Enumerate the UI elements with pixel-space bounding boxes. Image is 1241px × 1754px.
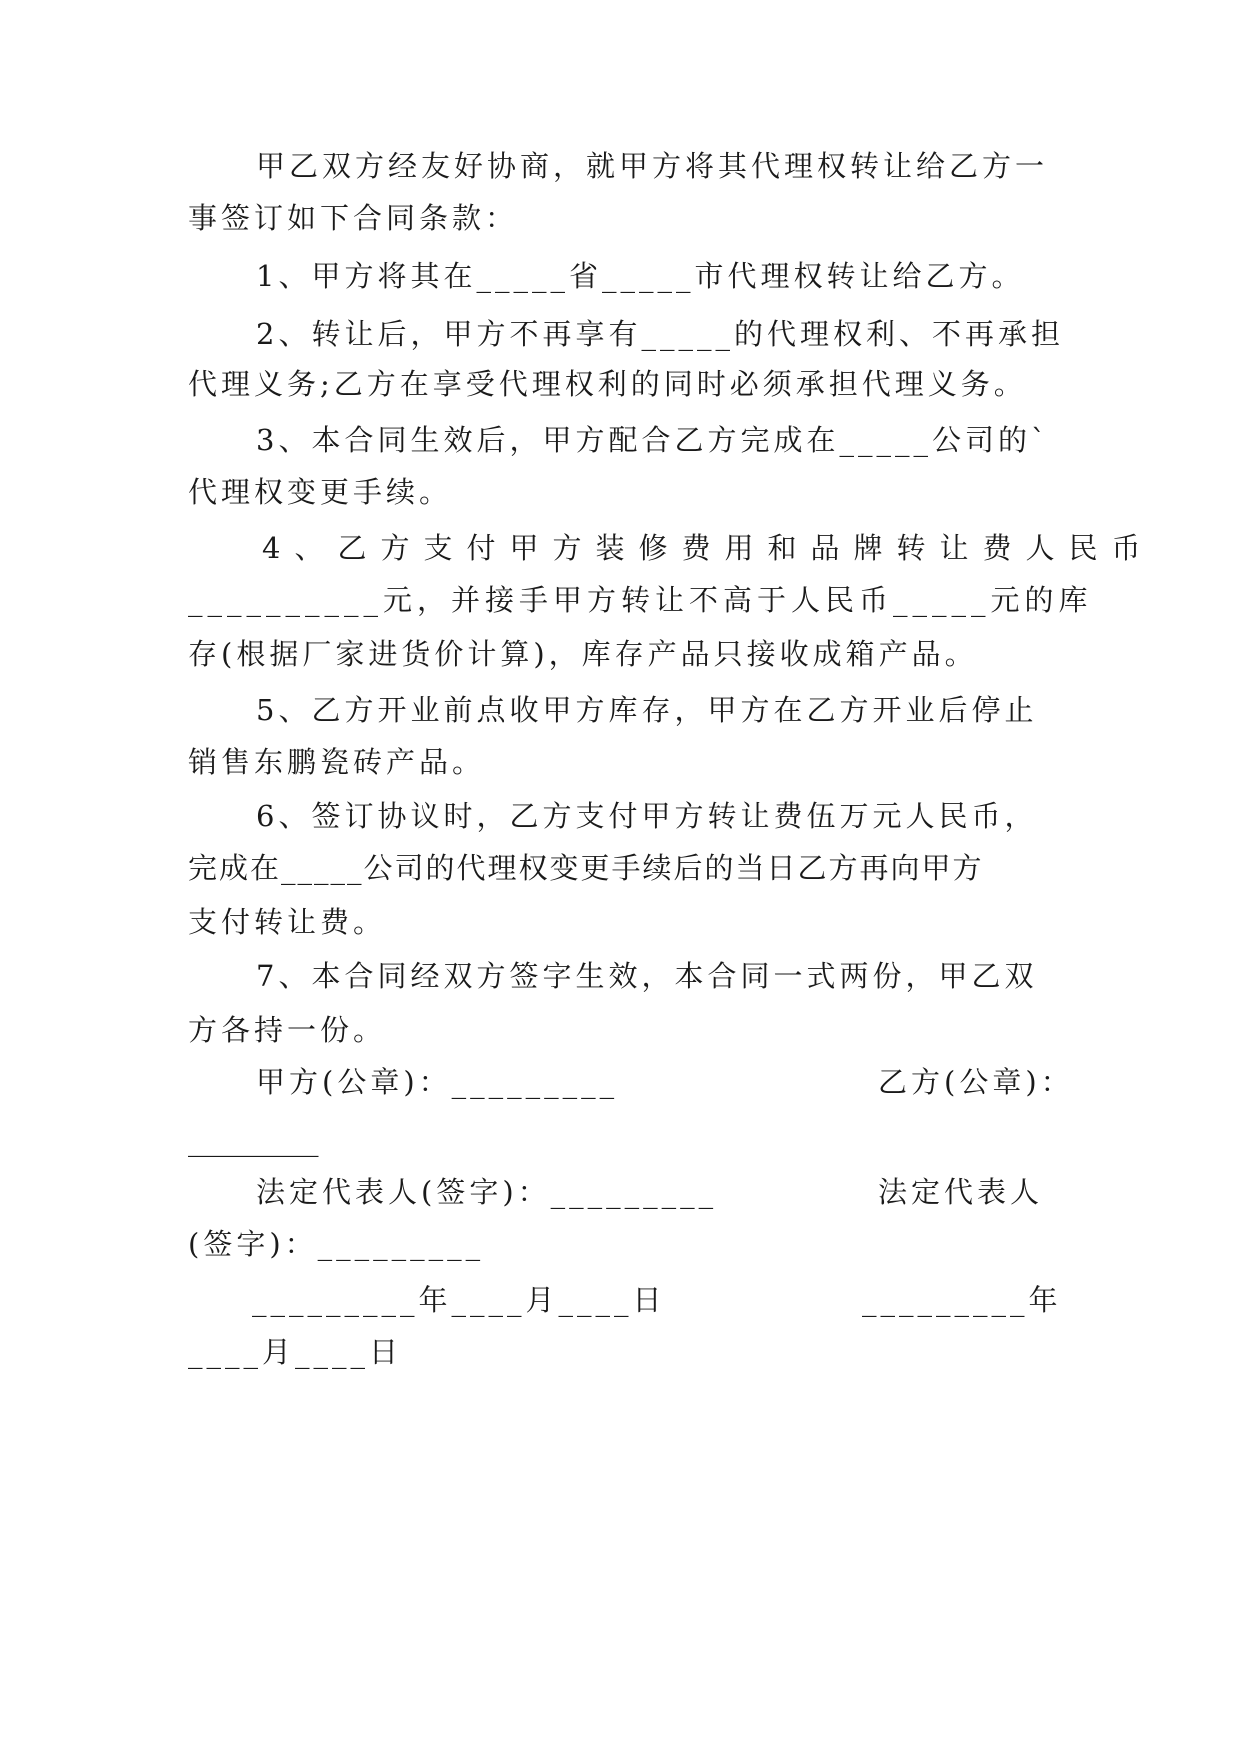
party-b-date-cont: ____月____日 [188,1335,403,1369]
clause-4-line1: 4、乙方支付甲方装修费用和品牌转让费人民币 [262,531,1155,565]
paragraph-intro-line2: 事签订如下合同条款： [188,201,519,235]
party-a-seal: 甲方(公章)：_________ [256,1065,619,1099]
clause-7-line2: 方各持一份。 [188,1013,387,1047]
party-b-representative: 法定代表人 [878,1175,1044,1209]
clause-7-line1: 7、本合同经双方签字生效，本合同一式两份，甲乙双 [256,959,1038,993]
clause-6-line1: 6、签订协议时，乙方支付甲方转让费伍万元人民币， [256,799,1038,833]
party-b-seal: 乙方(公章)： [878,1065,1074,1099]
clause-1: 1、甲方将其在_____省_____市代理权转让给乙方。 [256,259,1025,293]
party-b-seal-line: _________ [188,1123,319,1157]
party-a-date: _________年____月____日 [252,1283,666,1317]
clause-5-line1: 5、乙方开业前点收甲方库存，甲方在乙方开业后停止 [256,693,1038,727]
party-b-date: _________年 [862,1283,1062,1317]
party-a-representative: 法定代表人(签字)：_________ [256,1175,718,1209]
paragraph-intro-line1: 甲乙双方经友好协商，就甲方将其代理权转让给乙方一 [256,149,1049,183]
clause-4-line2: __________元，并接手甲方转让不高于人民币_____元的库 [188,583,1093,617]
clause-6-line2: 完成在_____公司的代理权变更手续后的当日乙方再向甲方 [188,851,984,885]
clause-3-line1: 3、本合同生效后，甲方配合乙方完成在_____公司的` [256,423,1050,457]
clause-4-line3: 存(根据厂家进货价计算)，库存产品只接收成箱产品。 [188,637,978,671]
clause-2-line2: 代理义务;乙方在享受代理权利的同时必须承担代理义务。 [188,367,1027,401]
clause-6-line3: 支付转让费。 [188,905,387,939]
party-b-representative-cont: (签字)：_________ [188,1227,485,1261]
clause-5-line2: 销售东鹏瓷砖产品。 [188,745,486,779]
clause-2-line1: 2、转让后，甲方不再享有_____的代理权利、不再承担 [256,317,1064,351]
clause-3-line2: 代理权变更手续。 [188,475,453,509]
